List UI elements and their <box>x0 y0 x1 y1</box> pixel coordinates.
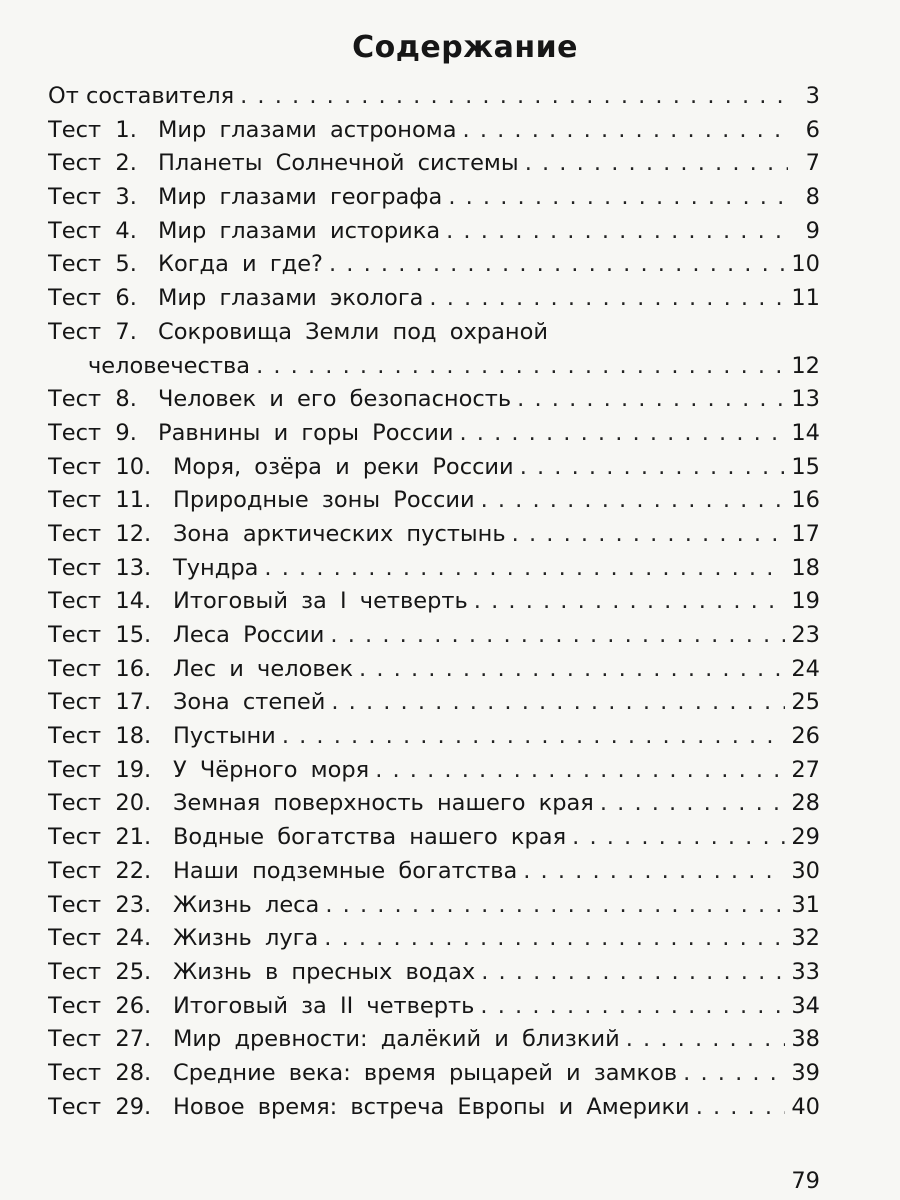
dot-leaders <box>523 855 785 889</box>
toc-entry-intro[interactable] <box>48 80 820 114</box>
toc-entry-label <box>48 114 457 148</box>
test-prefix: Тест 12. <box>48 520 152 547</box>
toc-entry-label <box>48 922 318 956</box>
toc-entry-test-24[interactable] <box>48 922 820 956</box>
toc-entry-test-1[interactable] <box>48 114 820 148</box>
toc-entry-test-17[interactable] <box>48 686 820 720</box>
dot-leaders <box>481 956 785 990</box>
toc-entry-label <box>48 282 423 316</box>
toc-entry-test-19[interactable] <box>48 754 820 788</box>
test-prefix: Тест 6. <box>48 285 137 312</box>
dot-leaders <box>329 248 785 282</box>
toc-entry-label <box>48 821 566 855</box>
toc-entry-page: 23 <box>791 622 820 648</box>
toc-entry-test-8[interactable] <box>48 383 820 417</box>
test-title: Жизнь в пресных водах <box>173 958 476 985</box>
test-title: Зона арктических пустынь <box>173 520 506 547</box>
toc-entry-test-13[interactable] <box>48 552 820 586</box>
dot-leaders <box>264 552 785 586</box>
toc-entry-test-4[interactable] <box>48 215 820 249</box>
test-title: Когда и где? <box>158 251 323 278</box>
toc-entry-page: 30 <box>791 857 820 884</box>
test-title: Мир древности: далёкий и близкий <box>173 1026 620 1053</box>
dot-leaders <box>282 720 786 754</box>
toc-entry-page: 18 <box>791 554 820 581</box>
dot-leaders <box>480 990 785 1024</box>
toc-entry-page: 27 <box>791 756 820 783</box>
test-prefix: Тест 7. <box>48 318 137 345</box>
test-title: Тундра <box>173 554 259 581</box>
toc-entry-test-25[interactable] <box>48 956 820 990</box>
test-prefix: Тест 19. <box>48 756 152 783</box>
toc-entry-label <box>48 653 353 687</box>
toc-entry-label <box>48 215 440 249</box>
test-title: Леса России <box>173 622 325 648</box>
test-prefix: Тест 4. <box>48 217 137 244</box>
toc-entry-label <box>48 484 475 518</box>
test-title: Мир глазами эколога <box>158 285 424 312</box>
toc-entry-test-15[interactable] <box>48 619 820 653</box>
toc-entry-label <box>48 889 319 923</box>
dot-leaders <box>240 80 788 114</box>
table-of-contents <box>48 80 820 1124</box>
toc-entry-test-9[interactable] <box>48 417 820 451</box>
toc-entry-test-18[interactable] <box>48 720 820 754</box>
test-title: Пустыни <box>173 723 276 750</box>
toc-entry-label <box>48 383 511 417</box>
toc-entry-label <box>48 855 517 889</box>
test-title: Моря, озёра и реки России <box>173 453 514 480</box>
dot-leaders <box>572 821 785 855</box>
test-title-line1: Сокровища Земли под охраной <box>158 318 548 345</box>
test-title: Природные зоны России <box>173 487 475 514</box>
toc-entry-test-11[interactable] <box>48 484 820 518</box>
toc-entry-page: 12 <box>791 352 820 379</box>
test-title: Новое время: встреча Европы и Америки <box>173 1093 690 1120</box>
test-title: Наши подземные богатства <box>173 857 518 884</box>
page-title: Содержание <box>352 30 578 65</box>
test-title: Лес и человек <box>173 655 354 682</box>
dot-leaders <box>331 686 785 720</box>
toc-entry-page: 11 <box>791 285 820 312</box>
toc-entry-label <box>48 754 369 788</box>
toc-entry-test-22[interactable] <box>48 855 820 889</box>
toc-entry-page: 16 <box>791 487 820 514</box>
toc-entry-label <box>48 686 325 720</box>
toc-entry-test-27[interactable] <box>48 1023 820 1057</box>
toc-entry-test-21[interactable] <box>48 821 820 855</box>
toc-entry-test-7-continued[interactable] <box>48 350 820 384</box>
toc-entry-label <box>48 585 468 619</box>
test-prefix: Тест 16. <box>48 655 152 682</box>
toc-entry-label <box>48 518 506 552</box>
toc-entry-page: 25 <box>791 689 820 716</box>
toc-entry-page: 15 <box>791 453 820 480</box>
toc-entry-test-7[interactable] <box>48 316 820 350</box>
toc-entry-page: 33 <box>791 958 820 985</box>
test-prefix: Тест 1. <box>48 116 137 143</box>
toc-entry-page: 9 <box>805 217 820 244</box>
toc-entry-page: 19 <box>791 588 820 615</box>
test-prefix: Тест 15. <box>48 622 152 648</box>
toc-entry-page: 3 <box>805 83 820 109</box>
dot-leaders <box>359 653 785 687</box>
test-prefix: Тест 5. <box>48 251 137 278</box>
dot-leaders <box>626 1023 786 1057</box>
toc-entry-test-23[interactable] <box>48 889 820 923</box>
dot-leaders <box>459 417 785 451</box>
test-prefix: Тест 24. <box>48 925 152 952</box>
test-prefix: Тест 3. <box>48 184 137 211</box>
toc-entry-label <box>48 417 453 451</box>
dot-leaders <box>481 484 786 518</box>
toc-entry-test-3[interactable] <box>48 181 820 215</box>
toc-entry-label <box>48 1057 677 1091</box>
test-title: Водные богатства нашего края <box>173 824 567 851</box>
test-title: Мир глазами астронома <box>158 116 457 143</box>
toc-entry-label <box>48 956 475 990</box>
test-title: Равнины и горы России <box>158 419 454 446</box>
toc-entry-page: 17 <box>791 520 820 547</box>
toc-entry-page: 8 <box>805 184 820 211</box>
toc-entry-test-10[interactable] <box>48 451 820 485</box>
dot-leaders <box>375 754 785 788</box>
toc-entry-label <box>48 181 442 215</box>
toc-entry-test-14[interactable] <box>48 585 820 619</box>
test-prefix: Тест 26. <box>48 992 152 1019</box>
dot-leaders <box>525 147 788 181</box>
test-prefix: Тест 28. <box>48 1059 152 1086</box>
test-prefix: Тест 27. <box>48 1026 152 1053</box>
toc-entry-test-6[interactable] <box>48 282 820 316</box>
toc-entry-label <box>48 720 276 754</box>
toc-entry-page: 7 <box>805 150 820 177</box>
dot-leaders <box>324 922 785 956</box>
toc-entry-test-16[interactable] <box>48 653 820 687</box>
test-title: Человек и его безопасность <box>158 386 512 413</box>
toc-entry-label <box>48 787 594 821</box>
test-title: Итоговый за II четверть <box>173 992 475 1019</box>
test-prefix: Тест 29. <box>48 1093 152 1120</box>
dot-leaders <box>429 282 785 316</box>
test-prefix: Тест 23. <box>48 891 152 918</box>
toc-entry-label <box>48 147 519 181</box>
dot-leaders <box>474 585 786 619</box>
dot-leaders <box>463 114 788 148</box>
toc-entry-page: 38 <box>791 1026 820 1053</box>
test-title: Мир глазами историка <box>158 217 441 244</box>
dot-leaders <box>448 181 788 215</box>
test-prefix: Тест 11. <box>48 487 152 514</box>
toc-entry-page: 26 <box>791 723 820 750</box>
test-title: Средние века: время рыцарей и замков <box>173 1059 678 1086</box>
test-prefix: Тест 18. <box>48 723 152 750</box>
dot-leaders <box>600 787 786 821</box>
toc-entry-test-28[interactable] <box>48 1057 820 1091</box>
dot-leaders <box>446 215 788 249</box>
test-prefix: Тест 9. <box>48 419 137 446</box>
toc-entry-label <box>48 451 514 485</box>
dot-leaders <box>517 383 785 417</box>
toc-entry-test-20[interactable] <box>48 787 820 821</box>
toc-entry-test-29[interactable] <box>48 1091 820 1125</box>
test-prefix: Тест 10. <box>48 453 152 480</box>
dot-leaders <box>256 350 785 384</box>
test-title: Жизнь луга <box>173 925 319 952</box>
toc-entry-test-5[interactable] <box>48 248 820 282</box>
dot-leaders <box>696 1091 786 1125</box>
toc-entry-page: 32 <box>791 925 820 952</box>
toc-entry-page: 28 <box>791 790 820 817</box>
toc-entry-test-12[interactable] <box>48 518 820 552</box>
test-title: Планеты Солнечной системы <box>158 150 519 177</box>
test-prefix: Тест 13. <box>48 554 152 581</box>
toc-entry-page: 34 <box>791 992 820 1019</box>
dot-leaders <box>683 1057 785 1091</box>
test-prefix: Тест 25. <box>48 958 152 985</box>
test-prefix: Тест 8. <box>48 386 137 413</box>
toc-entry-page: 10 <box>791 251 820 278</box>
test-title: Зона степей <box>173 689 326 716</box>
test-prefix: Тест 22. <box>48 857 152 884</box>
toc-entry-page: 14 <box>791 419 820 446</box>
test-title-line2: человечества <box>88 352 251 379</box>
toc-entry-label <box>48 552 258 586</box>
toc-entry-page: 13 <box>791 386 820 413</box>
toc-entry-page: 40 <box>791 1093 820 1120</box>
toc-entry-page: 24 <box>791 655 820 682</box>
dot-leaders <box>325 889 785 923</box>
toc-entry-label <box>48 619 324 653</box>
test-prefix: Тест 17. <box>48 689 152 716</box>
toc-entry-label <box>48 1023 620 1057</box>
test-title: Жизнь леса <box>173 891 320 918</box>
toc-entry-test-2[interactable] <box>48 147 820 181</box>
toc-entry-label <box>48 248 323 282</box>
dot-leaders <box>520 451 786 485</box>
dot-leaders <box>330 619 785 653</box>
toc-entry-test-26[interactable] <box>48 990 820 1024</box>
toc-entry-label <box>48 1091 690 1125</box>
toc-entry-page: 29 <box>791 824 820 851</box>
test-prefix: Тест 21. <box>48 824 152 851</box>
toc-entry-label <box>48 316 548 350</box>
dot-leaders <box>512 518 786 552</box>
test-prefix: Тест 2. <box>48 150 137 177</box>
toc-entry-label: От составителя <box>48 83 235 109</box>
page-number: 79 <box>791 1168 820 1194</box>
test-title: Мир глазами географа <box>158 184 443 211</box>
test-prefix: Тест 14. <box>48 588 152 615</box>
test-prefix: Тест 20. <box>48 790 152 817</box>
toc-entry-label <box>48 990 474 1024</box>
test-title: У Чёрного моря <box>173 756 370 783</box>
toc-entry-page: 31 <box>791 891 820 918</box>
test-title: Итоговый за I четверть <box>173 588 468 615</box>
toc-entry-page: 39 <box>791 1059 820 1086</box>
toc-entry-page: 6 <box>805 116 820 143</box>
test-title: Земная поверхность нашего края <box>173 790 594 817</box>
